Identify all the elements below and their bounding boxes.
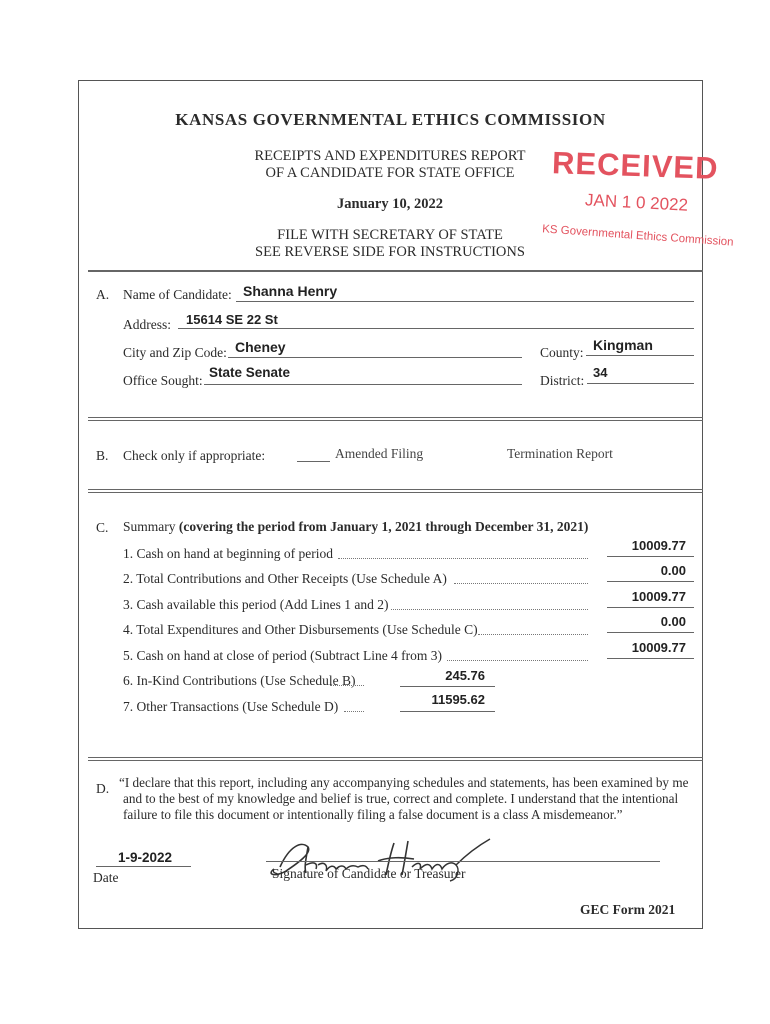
signature-label: Signature of Candidate or Treasurer (272, 866, 466, 881)
other-transactions-value[interactable]: 11595.62 (431, 692, 485, 707)
divider-d-top (88, 757, 703, 758)
date-underline (96, 866, 191, 867)
district-label: District: (540, 373, 585, 388)
amended-checkbox-line[interactable] (297, 461, 330, 462)
address-label: Address: (123, 317, 171, 332)
check-appropriate-label: Check only if appropriate: (123, 448, 266, 463)
summary-line-label: 5. Cash on hand at close of period (Subtract Line 4 from 3) (123, 648, 443, 663)
office-sought-field[interactable]: State Senate (209, 365, 291, 380)
report-title-line2: OF A CANDIDATE FOR STATE OFFICE (265, 165, 515, 181)
other-transactions-leader (344, 711, 364, 712)
summary-line-underline (607, 556, 694, 557)
summary-line-value[interactable]: 10009.77 (631, 538, 686, 553)
date-label: Date (93, 870, 119, 885)
declaration-line1: “I declare that this report, including any accompanying schedules and statements, has been examined by me (119, 775, 689, 790)
section-b-letter: B. (96, 448, 109, 463)
divider-c-bottom (88, 492, 703, 493)
section-a-letter: A. (96, 287, 110, 302)
summary-line-underline (607, 581, 694, 582)
address-underline (178, 328, 694, 329)
candidate-name-field[interactable]: Shanna Henry (243, 283, 338, 299)
section-c-letter: C. (96, 520, 109, 535)
other-transactions-underline (400, 711, 495, 712)
summary-line-value[interactable]: 0.00 (660, 614, 686, 629)
agency-title: KANSAS GOVERNMENTAL ETHICS COMMISSION (175, 110, 606, 129)
city-zip-underline (228, 357, 522, 358)
divider-a (88, 270, 703, 272)
received-stamp: RECEIVED (551, 145, 720, 186)
inkind-value[interactable]: 245.76 (445, 668, 485, 683)
summary-line-label: 4. Total Expenditures and Other Disbursements (Use Schedule C) (123, 622, 478, 637)
summary-line-label: 1. Cash on hand at beginning of period (123, 546, 333, 561)
summary-line-leader (454, 583, 588, 584)
declaration-line3: failure to file this document or intentionally filing a false document is a class A misdemeanor.” (123, 807, 623, 822)
inkind-underline (400, 686, 495, 687)
office-sought-underline (204, 384, 522, 385)
summary-line-underline (607, 632, 694, 633)
summary-line-label: 3. Cash available this period (Add Lines 1 and 2) (123, 597, 389, 612)
summary-line-leader (338, 558, 588, 559)
county-field[interactable]: Kingman (593, 337, 653, 353)
candidate-name-underline (236, 301, 694, 302)
summary-line-value[interactable]: 10009.77 (631, 589, 686, 604)
declaration-line2: and to the best of my knowledge and belief is true, correct and complete. I understand that the intentional (123, 791, 679, 806)
summary-line-value[interactable]: 10009.77 (631, 640, 686, 655)
summary-line-value[interactable]: 0.00 (660, 563, 686, 578)
report-title-line1: RECEIPTS AND EXPENDITURES REPORT (254, 148, 526, 164)
summary-line-underline (607, 607, 694, 608)
section-d-letter: D. (96, 781, 110, 796)
termination-report-label: Termination Report (507, 446, 613, 461)
office-sought-label: Office Sought: (123, 373, 203, 388)
county-label: County: (540, 345, 584, 360)
summary-heading (123, 519, 588, 535)
city-zip-label: City and Zip Code: (123, 345, 227, 360)
report-date: January 10, 2022 (337, 196, 443, 212)
form-id: GEC Form 2021 (580, 902, 676, 917)
other-transactions-label: 7. Other Transactions (Use Schedule D) (123, 699, 339, 714)
district-underline (587, 383, 694, 384)
candidate-name-label: Name of Candidate: (123, 287, 232, 302)
inkind-leader (330, 685, 364, 686)
summary-line-leader (478, 634, 588, 635)
summary-line-leader (447, 660, 588, 661)
summary-period: (covering the period from January 1, 2021 through December 31, 2021) (178, 519, 589, 534)
divider-b-bottom (88, 420, 703, 421)
address-field[interactable]: 15614 SE 22 St (186, 312, 278, 327)
divider-d-bottom (88, 760, 703, 761)
received-stamp-date: JAN 1 0 2022 (584, 190, 689, 215)
divider-c-top (88, 489, 703, 490)
received-stamp-org: KS Governmental Ethics Commission (541, 223, 734, 249)
county-underline (586, 355, 694, 356)
city-zip-field[interactable]: Cheney (235, 339, 286, 355)
see-reverse-note: SEE REVERSE SIDE FOR INSTRUCTIONS (255, 244, 525, 260)
file-with-note: FILE WITH SECRETARY OF STATE (277, 227, 503, 243)
summary-line-underline (607, 658, 694, 659)
divider-b-top (88, 417, 703, 418)
signature-underline (266, 861, 660, 862)
summary-prefix: Summary (123, 519, 176, 534)
district-field[interactable]: 34 (593, 365, 608, 380)
inkind-label: 6. In-Kind Contributions (Use Schedule B) (123, 673, 356, 688)
date-field[interactable]: 1-9-2022 (118, 850, 173, 865)
summary-line-leader (391, 609, 588, 610)
amended-filing-label: Amended Filing (335, 446, 424, 461)
summary-line-label: 2. Total Contributions and Other Receipts (Use Schedule A) (123, 571, 447, 586)
